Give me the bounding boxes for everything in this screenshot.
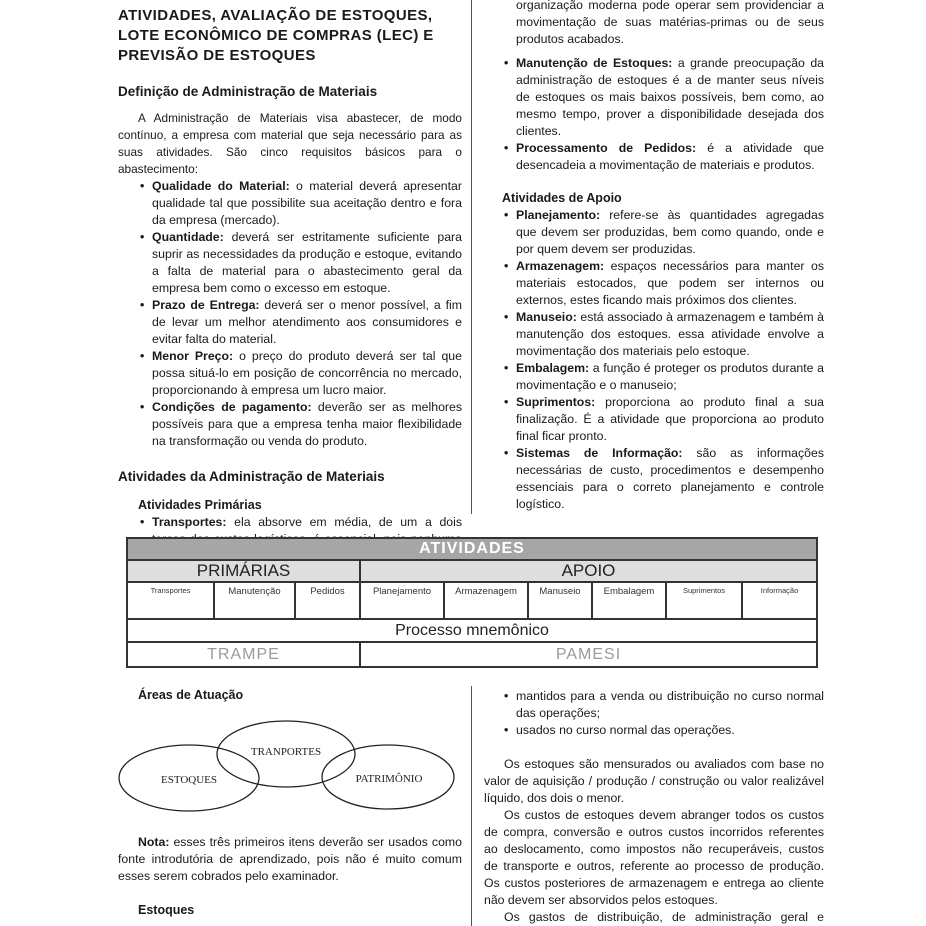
group-support: APOIO — [359, 561, 816, 581]
list-item: • Processamento de Pedidos: é a atividade que desencadeia a movimentação de materiais e produtos. — [502, 140, 824, 174]
table-cell-pedidos: Pedidos — [294, 583, 359, 618]
support-activities-heading: Atividades de Apoio — [502, 191, 622, 205]
column-divider-bottom — [471, 686, 472, 926]
paragraph-costs: Os custos de estoques devem abranger todos os custos de compra, conversão e outros custos incorridos referentes ao deslocamento, como impostos não recuperáveis, custos de transporte e outros, referente ao processo de produção. Os custos posteriores de armazenagem e entrega ao cliente não devem ser absorvidos pelos estoques. — [484, 808, 824, 907]
right-column-top — [502, 0, 824, 513]
venn-label-transportes: TRANPORTES — [250, 746, 322, 758]
table-cell-armazenagem: Armazenagem — [443, 583, 527, 618]
list-item: • Suprimentos: proporciona ao produto final a sua finalização. É a atividade que proporciona ao produto final ficar pronto. — [502, 394, 824, 445]
mnemonic-label: Processo mnemônico — [395, 622, 549, 639]
list-item: • usados no curso normal das operações. — [502, 722, 824, 739]
mnemonic-primary: TRAMPE — [207, 646, 280, 663]
list-item: • mantidos para a venda ou distribuição no curso normal das operações; — [502, 688, 824, 722]
title-line-3: PREVISÃO DE ESTOQUES — [118, 47, 316, 64]
table-cell-embalagem: Embalagem — [591, 583, 665, 618]
table-cell-manutencao: Manutenção — [213, 583, 294, 618]
note-block — [118, 834, 462, 919]
venn-label-estoques: ESTOQUES — [160, 774, 218, 786]
primary-activities-list — [502, 55, 824, 174]
activities-table — [126, 537, 818, 668]
list-item: • Manutenção de Estoques: a grande preocupação da administração de estoques é a de manter seus níveis de estoques os mais baixos possíveis, bem como, ao mesmo tempo, prover a disponibilidade desejada dos clientes. — [502, 55, 824, 140]
left-column-bottom — [118, 687, 462, 704]
list-item: • Embalagem: a função é proteger os produtos durante a movimentação e o manuseio; — [502, 360, 824, 394]
group-primary: PRIMÁRIAS — [128, 561, 359, 581]
list-item: • Menor Preço: o preço do produto deverá ser tal que possa situá-lo em posição de concorrência no mercado, proporcionando à empresa um lucro maior. — [138, 348, 462, 399]
areas-heading: Áreas de Atuação — [138, 688, 244, 702]
transport-continuation: organização moderna pode operar sem providenciar a movimentação de suas matérias-primas ou de seus produtos acabados. — [516, 0, 824, 46]
table-cell-informacao: Informação — [741, 583, 816, 618]
list-item: • Quantidade: deverá ser estritamente suficiente para suprir as necessidades da produção e estoque, evitando a falta de material para o abastecimento geral da empresa bem como o excesso em estoque. — [138, 229, 462, 297]
list-item: • Armazenagem: espaços necessários para manter os materiais estocados, que podem ser internos ou externos, estes ficando mais próximos dos clientes. — [502, 258, 824, 309]
list-item: • Sistemas de Informação: são as informações necessárias de custo, procedimentos e desempenho essenciais para o correto planejamento e controle logístico. — [502, 445, 824, 513]
table-cell-transportes: Transportes — [150, 586, 191, 595]
venn-diagram — [118, 718, 458, 822]
estoques-heading: Estoques — [138, 903, 195, 917]
mnemonic-support: PAMESI — [359, 643, 816, 666]
table-header: ATIVIDADES — [128, 539, 816, 559]
section-heading-definition: Definição de Administração de Materiais — [118, 84, 378, 99]
list-item: • Manuseio: está associado à armazenagem e também à manutenção dos estoques. essa atividade envolve a movimentação dos materiais pelo estoque. — [502, 309, 824, 360]
table-cell-suprimentos: Suprimentos — [665, 583, 741, 618]
title-line-1: ATIVIDADES, AVALIAÇÃO DE ESTOQUES, — [118, 7, 433, 24]
venn-label-patrimonio: PATRIMÔNIO — [355, 773, 423, 785]
list-item: • Prazo de Entrega: deverá ser o menor possível, a fim de levar um melhor atendimento aos consumidores e evitar falta do material. — [138, 297, 462, 348]
title-line-2: LOTE ECONÔMICO DE COMPRAS (LEC) E — [118, 27, 434, 44]
list-item: • Planejamento: refere-se às quantidades agregadas que devem ser produzidas, bem como quando, onde e por quem devem ser produzidas. — [502, 207, 824, 258]
list-item: • Qualidade do Material: o material deverá apresentar qualidade tal que possibilite sua aceitação dentro e fora da empresa (mercado). — [138, 178, 462, 229]
requirements-list — [138, 178, 462, 450]
left-column-top — [118, 6, 462, 548]
paragraph-expenses: Os gastos de distribuição, de administração geral e — [504, 910, 824, 924]
list-item: • Condições de pagamento: deverão ser as melhores possíveis para que a empresa tenha maior flexibilidade na transformação ou venda do produto. — [138, 399, 462, 450]
paragraph-measurement: Os estoques são mensurados ou avaliados com base no valor de aquisição / produção / construção ou valor realizável líquido, dos dois o menor. — [484, 757, 824, 805]
right-column-bottom — [484, 688, 824, 926]
table-cell-manuseio: Manuseio — [527, 583, 591, 618]
note-paragraph: Nota: esses três primeiros itens deverão ser usados como fonte introdutória de aprendizado, pois não é muito comum esses serem cobrados pelo examinador. — [118, 835, 462, 883]
intro-paragraph: A Administração de Materiais visa abastecer, de modo contínuo, a empresa com material que seja necessário para as suas atividades. São cinco requisitos básicos para o abastecimento: — [118, 111, 462, 176]
stock-bullets — [502, 688, 824, 739]
table-cell-planejamento: Planejamento — [359, 583, 443, 618]
primary-activities-heading: Atividades Primárias — [138, 498, 262, 512]
column-divider-top — [471, 0, 472, 514]
support-activities-list — [502, 207, 824, 513]
venn-svg — [118, 718, 458, 822]
list-item-transport: • Transportes: ela absorve em média, de um a dois — [138, 514, 462, 548]
chapter-title — [118, 6, 462, 66]
section-heading-activities: Atividades da Administração de Materiais — [118, 469, 385, 484]
